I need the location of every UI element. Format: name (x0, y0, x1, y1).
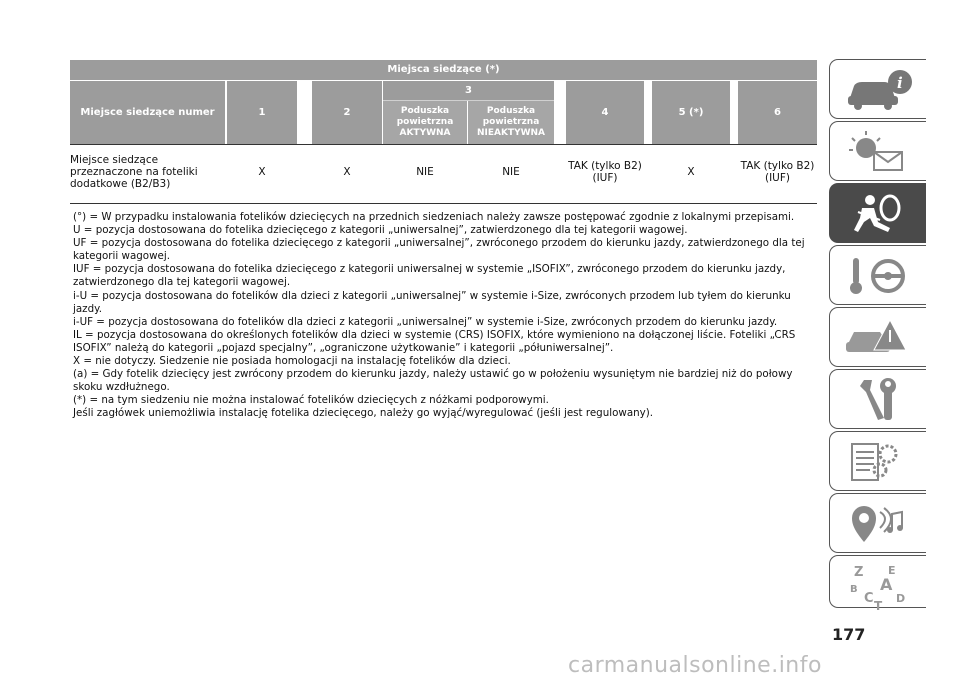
col3-sub-active: Poduszka powietrzna AKTYWNA (383, 101, 467, 144)
maintenance-icon[interactable] (829, 369, 926, 429)
note: U = pozycja dostosowana do fotelika dziecięcego z kategorii „uniwersalnej”, zatwierdzonego dla tej kategorii wagowej. (73, 224, 688, 237)
note: (°) = W przypadku instalowania fotelików dziecięcych na przednich siedzeniach należy zawsze postępować zgodnie z lokalnymi przepisami. (73, 211, 795, 223)
index-letter: Z (854, 565, 864, 580)
cell-4: TAK (tylko B2) (IUF) (568, 160, 642, 184)
col-header-3: 3 (383, 81, 554, 100)
technical-data-icon[interactable] (829, 431, 926, 491)
table-rule-top (70, 144, 817, 145)
col-header-2: 2 (312, 81, 382, 144)
col-header-4: 4 (566, 81, 644, 144)
cell-3b: NIE (502, 166, 520, 178)
note: i-UF = pozycja dostosowana do fotelików dla dzieci z kategorii „uniwersalnej” w systemie i-Size, zwróconych przodem do kierunku jazdy. (73, 315, 778, 328)
cell-5: X (687, 166, 695, 178)
col-header-5: 5 (*) (652, 81, 730, 144)
note: Jeśli zagłówek uniemożliwia instalację fotelika dziecięcego, należy go wyjąć/wyregulować (jeśli jest regulowany). (73, 407, 654, 420)
svg-text:i: i (897, 74, 903, 92)
note: UF = pozycja dostosowana do fotelika dziecięcego z kategorii „uniwersalnej”, zwróconego przodem do kierunku jazdy, zatwierdzonego dla tej kategorii wagowej. (73, 237, 805, 263)
safety-airbag-icon[interactable] (829, 183, 926, 243)
multimedia-icon[interactable] (829, 493, 926, 553)
index-letter: D (896, 592, 906, 605)
note: i-U = pozycja dostosowana do fotelików dla dzieci z kategorii „uniwersalnej” w systemie i-Size, zwróconych przodem lub tyłem do kierunku jazdy. (73, 289, 791, 315)
cell-1: X (258, 166, 266, 178)
note: IUF = pozycja dostosowana do fotelika dziecięcego z kategorii uniwersalnej w systemie „ISOFIX”, zwróconego przodem do kierunku jazdy, zatwierdzonego dla tej kategorii wagowej. (73, 263, 786, 289)
group-header: Miejsca siedzące (*) (70, 60, 817, 80)
index-icon[interactable] (829, 555, 926, 608)
page-number: 177 (832, 625, 866, 644)
col3-sub-inactive: Poduszka powietrzna NIEAKTYWNA (468, 101, 554, 144)
note: IL = pozycja dostosowana do określonych fotelików dla dzieci w systemie (CRS) ISOFIX, które wymieniono na dołączonej liście. Foteliki „CRS ISOFIX” należą do kategorii „pojazd specjalny”, „ograniczone użytkowanie” i kategorii „półuniwersalnej”. (73, 328, 796, 354)
index-letter: T (874, 599, 883, 610)
row-label: Miejsce siedzące przeznaczone na foteliki dodatkowe (B2/B3) (70, 154, 198, 190)
warning-lights-message-icon[interactable] (829, 121, 926, 181)
cell-2: X (343, 166, 351, 178)
car-info-icon[interactable] (829, 59, 926, 119)
index-letter: E (888, 564, 896, 577)
col-header-1: 1 (227, 81, 297, 144)
index-letter: C (864, 591, 874, 606)
note: (*) = na tym siedzeniu nie można instalować fotelików dziecięcych z nóżkami podporowymi. (73, 394, 549, 407)
index-letter: B (850, 584, 858, 595)
index-letter: A (880, 575, 893, 594)
table-rule-bottom (70, 203, 817, 204)
cell-6: TAK (tylko B2) (IUF) (740, 160, 815, 184)
col3-sub-divider (467, 101, 468, 144)
note: X = nie dotyczy. Siedzenie nie posiada homologacji na instalację fotelików dla dzieci. (73, 355, 511, 368)
starting-driving-icon[interactable] (829, 245, 926, 305)
col-header-6: 6 (738, 81, 817, 144)
watermark: carmanualsonline.info (568, 653, 822, 678)
col3-divider (383, 100, 554, 101)
cell-3a: NIE (416, 166, 434, 178)
seat-number-header: Miejsce siedzące numer (70, 81, 225, 144)
note: (a) = Gdy fotelik dziecięcy jest zwrócony przodem do kierunku jazdy, należy ustawić go w położeniu wysuniętym nie bardziej niż do połowy skoku wzdłużnego. (73, 368, 793, 394)
footnotes (73, 211, 819, 421)
emergency-icon[interactable] (829, 307, 926, 367)
